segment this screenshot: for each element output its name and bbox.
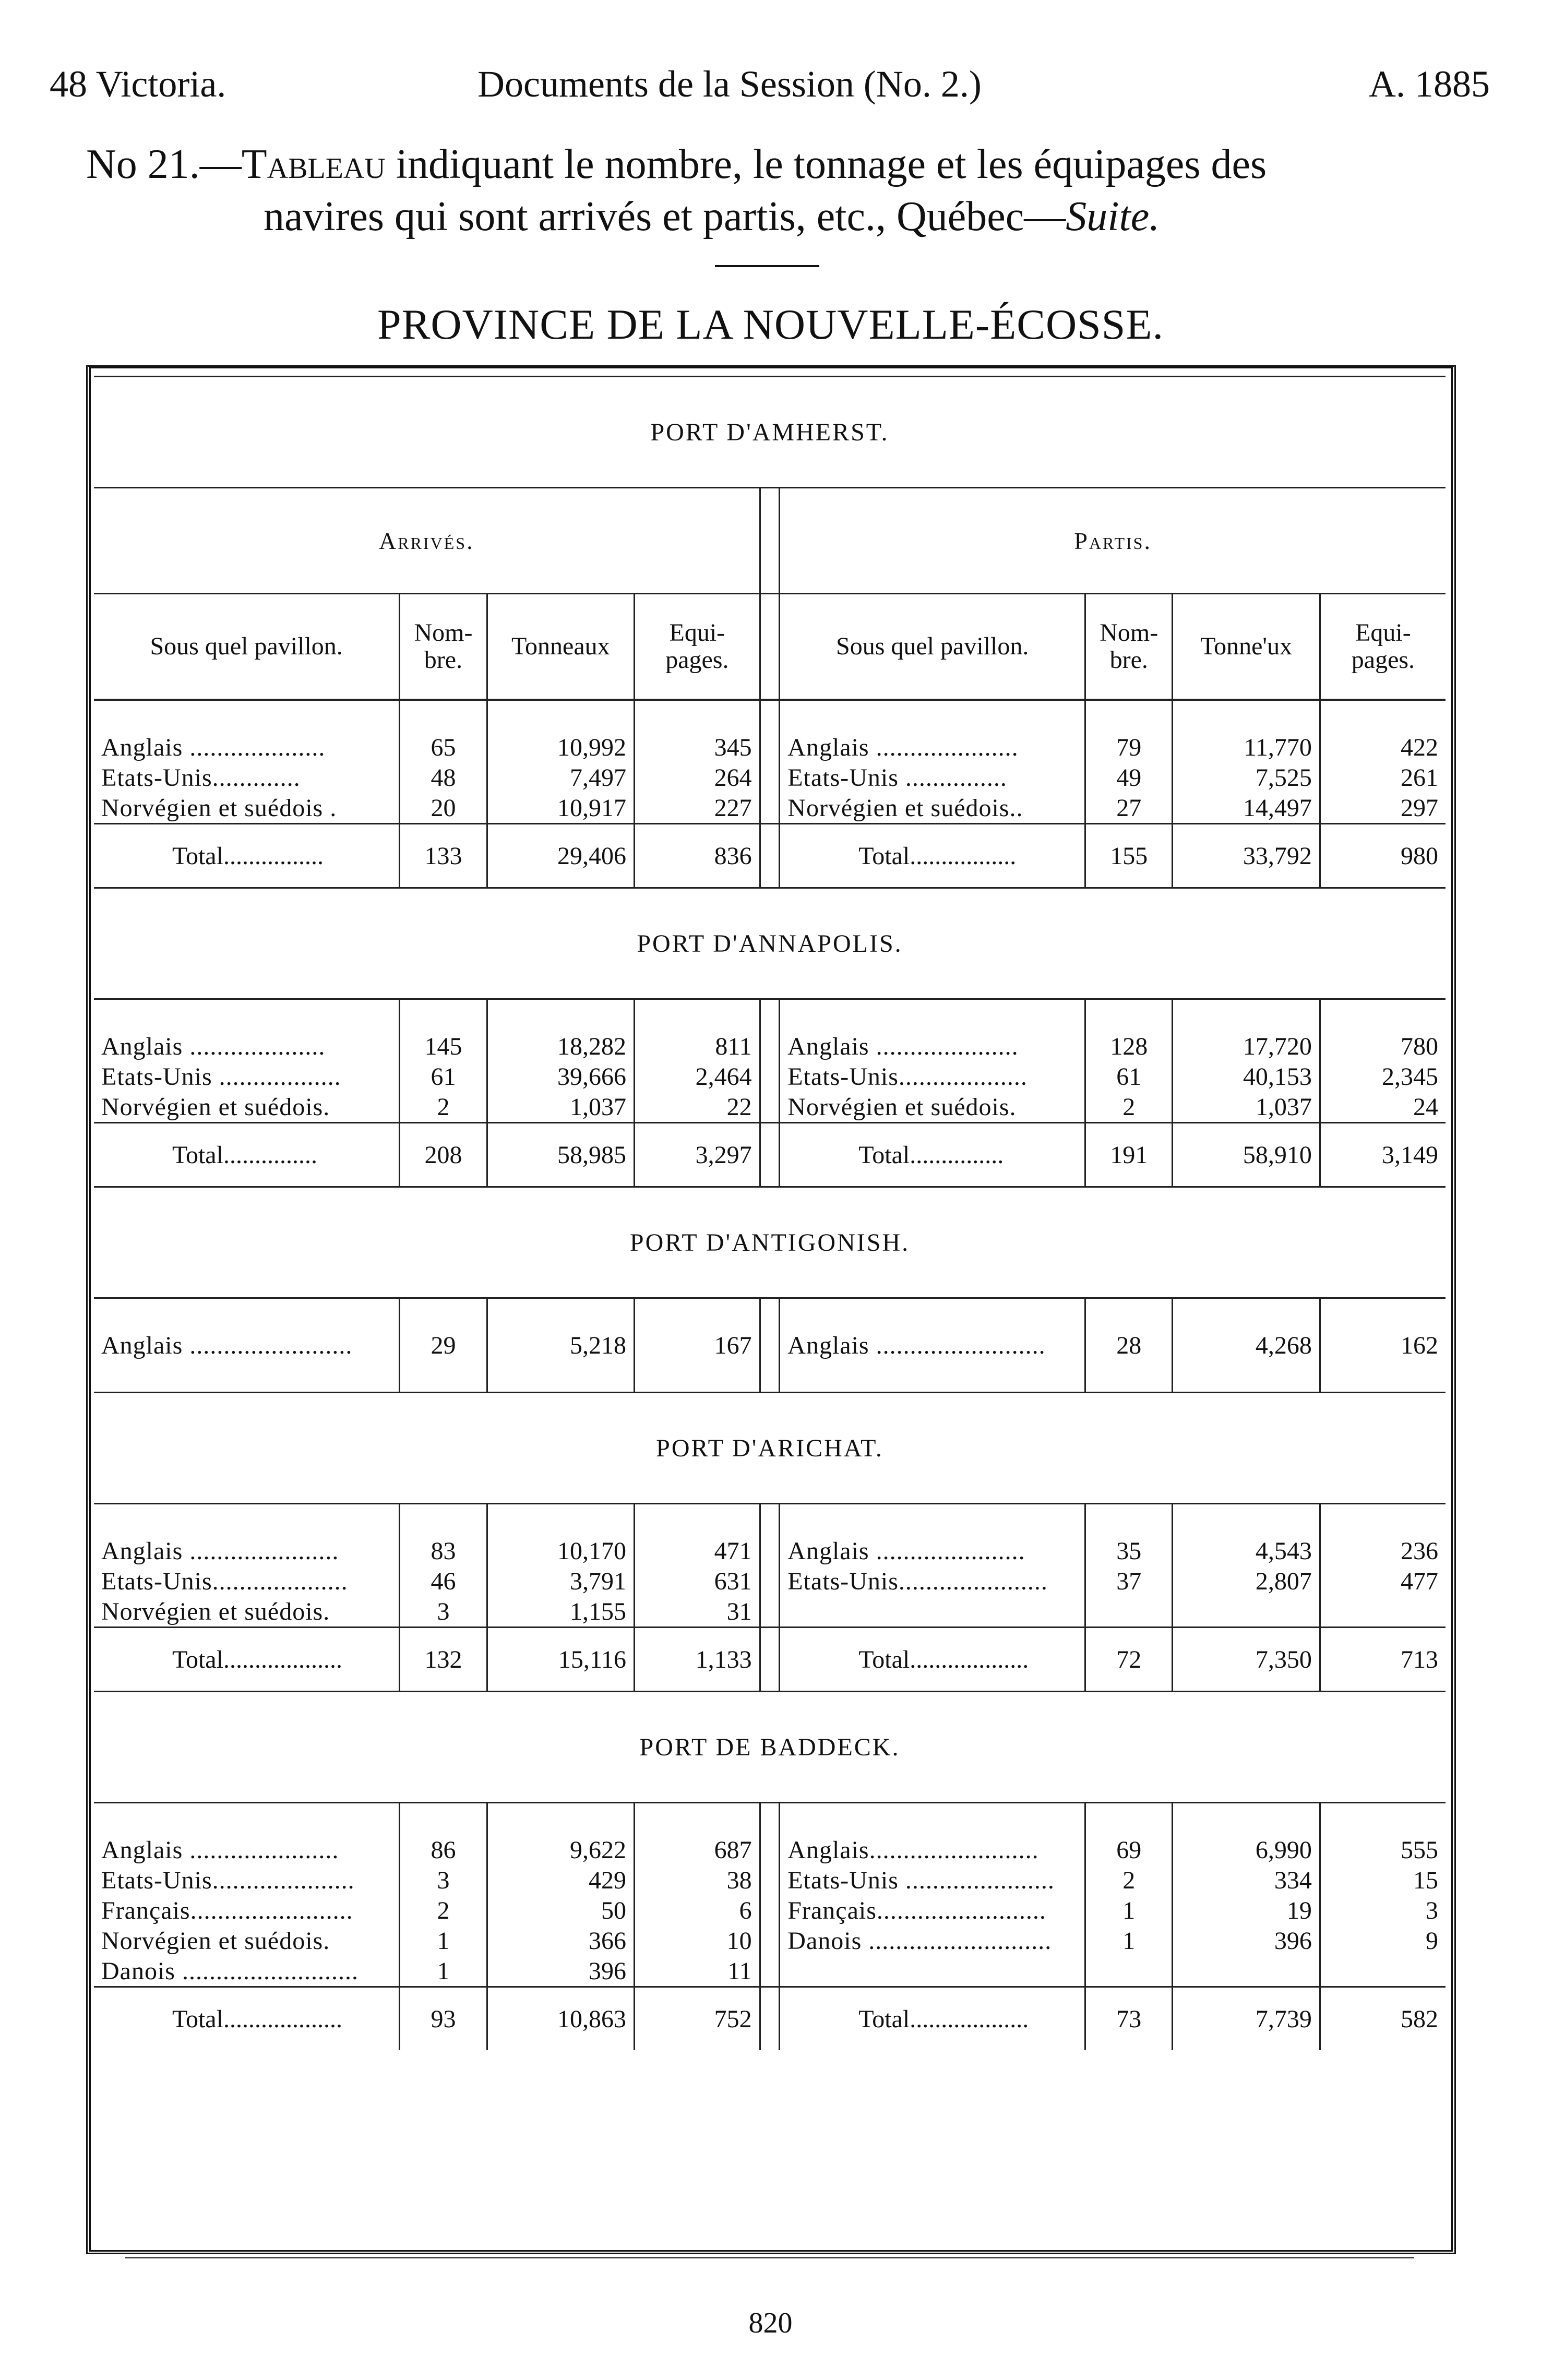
partis-equipages <box>1320 1956 1446 1987</box>
arrives-nombre: 83 <box>400 1536 487 1566</box>
table-row <box>94 1596 1446 1628</box>
double-separator <box>760 1803 780 1835</box>
partis-pavillon: Etats-Unis................... <box>787 1062 1028 1091</box>
arrives-total-nombre: 133 <box>400 824 487 888</box>
partis-pavillon: Etats-Unis ............... <box>787 763 1007 792</box>
section-heading-row <box>94 488 1446 594</box>
partis-total-equipages: 3,149 <box>1320 1123 1446 1187</box>
arrives-equipages: 167 <box>635 1330 760 1360</box>
table-row <box>94 1061 1446 1092</box>
col-header-pavillon: Sous quel pavillon. <box>94 594 400 700</box>
arrives-nombre: 86 <box>400 1835 487 1865</box>
partis-tonneaux: 19 <box>1173 1895 1320 1925</box>
spacer-row <box>94 999 1446 1032</box>
partis-total-nombre: 191 <box>1085 1123 1173 1187</box>
spacer-cell <box>1085 700 1173 732</box>
spacer-cell <box>1173 1360 1320 1393</box>
arrives-tonneaux: 7,497 <box>487 762 634 793</box>
arrives-total-label: Total............... <box>94 1123 400 1187</box>
spacer-cell <box>487 1298 634 1331</box>
arrives-equipages: 631 <box>635 1566 760 1596</box>
arrives-tonneaux: 396 <box>487 1956 634 1987</box>
double-separator <box>760 732 780 762</box>
table-row <box>94 793 1446 824</box>
port-name: PORT D'ARICHAT. <box>94 1393 1446 1504</box>
spacer-cell <box>94 1803 400 1835</box>
arrives-pavillon: Norvégien et suédois. <box>101 1597 330 1625</box>
partis-equipages: 24 <box>1320 1092 1446 1123</box>
arrives-pavillon: Français........................ <box>101 1896 353 1924</box>
arrives-equipages: 11 <box>635 1956 760 1987</box>
col-header-equipages <box>635 594 760 700</box>
spacer-cell <box>1320 1360 1446 1393</box>
port-heading-row <box>94 377 1446 488</box>
double-separator <box>760 1061 780 1092</box>
arrives-equipages: 10 <box>635 1925 760 1956</box>
arrives-pavillon: Norvégien et suédois. <box>101 1927 330 1955</box>
spacer-cell <box>400 1298 487 1331</box>
double-separator <box>760 488 780 594</box>
arrives-nombre: 2 <box>400 1092 487 1123</box>
partis-total-tonneaux: 7,350 <box>1173 1628 1320 1692</box>
spacer-cell <box>487 1360 634 1393</box>
double-separator <box>760 762 780 793</box>
partis-nombre: 37 <box>1085 1566 1173 1596</box>
arrives-equipages: 471 <box>635 1536 760 1566</box>
double-separator <box>760 1504 780 1536</box>
table-row <box>94 1865 1446 1895</box>
port-name: PORT D'AMHERST. <box>94 377 1446 488</box>
spacer-cell <box>1173 1803 1320 1835</box>
table-row <box>94 1031 1446 1061</box>
spacer-row <box>94 700 1446 732</box>
spacer-cell <box>1085 1298 1173 1331</box>
spacer-cell <box>1085 1360 1173 1393</box>
double-separator <box>760 1628 780 1692</box>
page-header <box>50 63 1490 110</box>
partis-nombre: 61 <box>1085 1061 1173 1092</box>
arrives-nombre: 46 <box>400 1566 487 1596</box>
table-row <box>94 1956 1446 1987</box>
arrives-total-tonneaux: 10,863 <box>487 1987 634 2051</box>
col-header-equipages-line2: pages. <box>665 646 729 674</box>
arrives-nombre: 20 <box>400 793 487 824</box>
spacer-cell <box>635 1803 760 1835</box>
partis-pavillon: Danois ........................... <box>787 1927 1052 1955</box>
arrives-nombre: 3 <box>400 1596 487 1628</box>
section-arrives: Arrivés. <box>94 488 760 594</box>
arrives-equipages: 2,464 <box>635 1061 760 1092</box>
title-number: No 21.— <box>86 141 242 187</box>
partis-equipages: 15 <box>1320 1865 1446 1895</box>
total-row <box>94 824 1446 888</box>
arrives-equipages: 227 <box>635 793 760 824</box>
col-header-nombre <box>1085 594 1173 700</box>
partis-total-label: Total................. <box>780 824 1085 888</box>
double-separator <box>760 1865 780 1895</box>
total-row <box>94 1987 1446 2051</box>
port-heading-row <box>94 888 1446 999</box>
arrives-pavillon: Anglais ...................... <box>101 1836 339 1864</box>
double-separator <box>760 1956 780 1987</box>
arrives-total-tonneaux: 15,116 <box>487 1628 634 1692</box>
partis-tonneaux: 7,525 <box>1173 762 1320 793</box>
double-separator <box>760 793 780 824</box>
partis-nombre: 1 <box>1085 1925 1173 1956</box>
arrives-equipages: 687 <box>635 1835 760 1865</box>
col-header-tonneaux: Tonne'ux <box>1173 594 1320 700</box>
spacer-cell <box>1173 700 1320 732</box>
arrives-pavillon: Etats-Unis..................... <box>101 1866 355 1894</box>
spacer-cell <box>780 1360 1085 1393</box>
arrives-equipages: 811 <box>635 1031 760 1061</box>
double-separator <box>760 1835 780 1865</box>
partis-equipages: 236 <box>1320 1536 1446 1566</box>
partis-total-equipages: 582 <box>1320 1987 1446 2051</box>
arrives-total-nombre: 208 <box>400 1123 487 1187</box>
arrives-total-equipages: 752 <box>635 1987 760 2051</box>
partis-nombre: 49 <box>1085 762 1173 793</box>
arrives-nombre: 3 <box>400 1865 487 1895</box>
partis-pavillon: Anglais ..................... <box>787 1032 1019 1060</box>
section-partis: Partis. <box>780 488 1446 594</box>
partis-nombre <box>1085 1596 1173 1628</box>
spacer-cell <box>1173 1504 1320 1536</box>
arrives-equipages: 22 <box>635 1092 760 1123</box>
col-header-nombre-line2: bre. <box>1109 646 1148 674</box>
partis-total-equipages: 713 <box>1320 1628 1446 1692</box>
title-label: Tableau <box>241 141 386 187</box>
arrives-equipages: 38 <box>635 1865 760 1895</box>
total-row <box>94 1628 1446 1692</box>
arrives-nombre: 145 <box>400 1031 487 1061</box>
port-name: PORT DE BADDECK. <box>94 1692 1446 1803</box>
double-separator <box>760 700 780 732</box>
spacer-cell <box>635 700 760 732</box>
col-header-nombre-line1: Nom- <box>414 619 473 647</box>
arrives-tonneaux: 5,218 <box>487 1330 634 1360</box>
partis-nombre: 128 <box>1085 1031 1173 1061</box>
spacer-cell <box>400 1360 487 1393</box>
spacer-cell <box>1085 1504 1173 1536</box>
double-separator <box>760 1092 780 1123</box>
double-separator <box>760 1536 780 1566</box>
arrives-tonneaux: 429 <box>487 1865 634 1895</box>
port-heading-row <box>94 1692 1446 1803</box>
arrives-nombre: 2 <box>400 1895 487 1925</box>
arrives-total-nombre: 132 <box>400 1628 487 1692</box>
partis-nombre: 27 <box>1085 793 1173 824</box>
table-row <box>94 762 1446 793</box>
partis-nombre: 28 <box>1085 1330 1173 1360</box>
partis-total-equipages: 980 <box>1320 824 1446 888</box>
title-rule <box>715 265 819 267</box>
col-header-nombre-line1: Nom- <box>1100 619 1158 647</box>
table-row <box>94 1536 1446 1566</box>
partis-tonneaux: 4,543 <box>1173 1536 1320 1566</box>
arrives-nombre: 61 <box>400 1061 487 1092</box>
arrives-nombre: 65 <box>400 732 487 762</box>
spacer-cell <box>487 999 634 1032</box>
spacer-cell <box>487 1803 634 1835</box>
arrives-pavillon: Anglais ........................ <box>101 1331 353 1359</box>
total-row <box>94 1123 1446 1187</box>
arrives-nombre: 29 <box>400 1330 487 1360</box>
partis-nombre: 2 <box>1085 1092 1173 1123</box>
partis-equipages: 162 <box>1320 1330 1446 1360</box>
partis-pavillon: Etats-Unis...................... <box>787 1567 1048 1595</box>
arrives-total-tonneaux: 58,985 <box>487 1123 634 1187</box>
spacer-row <box>94 1803 1446 1835</box>
partis-pavillon <box>780 1596 1085 1628</box>
partis-tonneaux: 396 <box>1173 1925 1320 1956</box>
table-row <box>94 1092 1446 1123</box>
partis-total-nombre: 155 <box>1085 824 1173 888</box>
col-header-nombre <box>400 594 487 700</box>
spacer-cell <box>1173 999 1320 1032</box>
spacer-cell <box>1320 1504 1446 1536</box>
spacer-cell <box>780 700 1085 732</box>
spacer-cell <box>1320 1298 1446 1331</box>
spacer-cell <box>94 1360 400 1393</box>
double-separator <box>760 1330 780 1360</box>
partis-equipages: 9 <box>1320 1925 1446 1956</box>
arrives-nombre: 48 <box>400 762 487 793</box>
spacer-cell <box>1085 1803 1173 1835</box>
table-row <box>94 1895 1446 1925</box>
partis-pavillon: Norvégien et suédois.. <box>787 794 1023 822</box>
footer-rule <box>125 2257 1414 2258</box>
partis-tonneaux: 1,037 <box>1173 1092 1320 1123</box>
spacer-cell <box>1173 1298 1320 1331</box>
partis-nombre: 79 <box>1085 732 1173 762</box>
column-header-row <box>94 594 1446 700</box>
partis-equipages: 477 <box>1320 1566 1446 1596</box>
province-heading: PROVINCE DE LA NOUVELLE-ÉCOSSE. <box>377 301 1164 348</box>
header-session: 48 Victoria. <box>50 63 226 105</box>
arrives-equipages: 31 <box>635 1596 760 1628</box>
partis-pavillon: Français......................... <box>787 1896 1046 1924</box>
partis-nombre: 35 <box>1085 1536 1173 1566</box>
arrives-total-label: Total................ <box>94 824 400 888</box>
partis-pavillon: Anglais ...................... <box>787 1537 1025 1565</box>
arrives-total-label: Total................... <box>94 1628 400 1692</box>
title-suite: Suite. <box>1066 194 1160 240</box>
partis-pavillon: Anglais......................... <box>787 1836 1039 1864</box>
partis-pavillon <box>780 1956 1085 1987</box>
partis-tonneaux: 4,268 <box>1173 1330 1320 1360</box>
port-name: PORT D'ANNAPOLIS. <box>94 888 1446 999</box>
spacer-cell <box>400 700 487 732</box>
spacer-row <box>94 1504 1446 1536</box>
table-row <box>94 1835 1446 1865</box>
partis-total-tonneaux: 7,739 <box>1173 1987 1320 2051</box>
partis-tonneaux: 14,497 <box>1173 793 1320 824</box>
partis-equipages: 780 <box>1320 1031 1446 1061</box>
header-documents: Documents de la Session (No. 2.) <box>477 63 982 105</box>
partis-tonneaux: 11,770 <box>1173 732 1320 762</box>
col-header-equipages <box>1320 594 1446 700</box>
col-header-pavillon: Sous quel pavillon. <box>780 594 1085 700</box>
arrives-pavillon: Etats-Unis............. <box>101 763 301 792</box>
double-separator <box>760 824 780 888</box>
port-name: PORT D'ANTIGONISH. <box>94 1187 1446 1298</box>
spacer-cell <box>1320 1803 1446 1835</box>
double-separator <box>760 1360 780 1393</box>
double-separator <box>760 1895 780 1925</box>
partis-tonneaux: 334 <box>1173 1865 1320 1895</box>
arrives-total-nombre: 93 <box>400 1987 487 2051</box>
arrives-total-equipages: 3,297 <box>635 1123 760 1187</box>
partis-total-nombre: 73 <box>1085 1987 1173 2051</box>
partis-equipages: 297 <box>1320 793 1446 824</box>
arrives-total-label: Total................... <box>94 1987 400 2051</box>
arrives-total-tonneaux: 29,406 <box>487 824 634 888</box>
double-separator <box>760 594 780 700</box>
spacer-cell <box>487 700 634 732</box>
partis-nombre: 69 <box>1085 1835 1173 1865</box>
spacer-row <box>94 1298 1446 1331</box>
partis-pavillon: Anglais ..................... <box>787 733 1019 761</box>
double-separator <box>760 1987 780 2051</box>
double-separator <box>760 1031 780 1061</box>
partis-total-label: Total................... <box>780 1628 1085 1692</box>
spacer-cell <box>635 1504 760 1536</box>
partis-tonneaux: 6,990 <box>1173 1835 1320 1865</box>
spacer-cell <box>635 1360 760 1393</box>
partis-equipages: 2,345 <box>1320 1061 1446 1092</box>
spacer-cell <box>635 1298 760 1331</box>
col-header-equipages-line1: Equi- <box>669 619 725 647</box>
partis-tonneaux: 40,153 <box>1173 1061 1320 1092</box>
partis-equipages <box>1320 1596 1446 1628</box>
partis-tonneaux <box>1173 1596 1320 1628</box>
col-header-equipages-line2: pages. <box>1351 646 1415 674</box>
port-heading-row <box>94 1187 1446 1298</box>
spacer-cell <box>780 999 1085 1032</box>
arrives-pavillon: Etats-Unis .................. <box>101 1062 341 1091</box>
arrives-total-equipages: 1,133 <box>635 1628 760 1692</box>
arrives-equipages: 264 <box>635 762 760 793</box>
arrives-tonneaux: 10,170 <box>487 1536 634 1566</box>
partis-total-tonneaux: 58,910 <box>1173 1123 1320 1187</box>
spacer-cell <box>400 1803 487 1835</box>
col-header-equipages-line1: Equi- <box>1355 619 1411 647</box>
col-header-tonneaux: Tonneaux <box>487 594 634 700</box>
partis-tonneaux: 17,720 <box>1173 1031 1320 1061</box>
partis-pavillon: Anglais ......................... <box>787 1331 1046 1359</box>
spacer-cell <box>94 1298 400 1331</box>
arrives-nombre: 1 <box>400 1925 487 1956</box>
arrives-pavillon: Anglais .................... <box>101 1032 326 1060</box>
partis-pavillon: Etats-Unis ...................... <box>787 1866 1055 1894</box>
arrives-tonneaux: 10,917 <box>487 793 634 824</box>
table-row <box>94 1330 1446 1360</box>
spacer-cell <box>400 1504 487 1536</box>
partis-nombre <box>1085 1956 1173 1987</box>
table-row <box>94 732 1446 762</box>
col-header-nombre-line2: bre. <box>424 646 463 674</box>
partis-total-tonneaux: 33,792 <box>1173 824 1320 888</box>
table-body <box>94 377 1446 2051</box>
arrives-pavillon: Danois .......................... <box>101 1957 359 1985</box>
double-separator <box>760 1925 780 1956</box>
partis-equipages: 555 <box>1320 1835 1446 1865</box>
partis-pavillon: Norvégien et suédois. <box>787 1093 1017 1121</box>
spacer-cell <box>635 999 760 1032</box>
table-title <box>86 138 1495 243</box>
spacer-cell <box>94 700 400 732</box>
arrives-pavillon: Norvégien et suédois. <box>101 1093 330 1121</box>
spacer-cell <box>780 1298 1085 1331</box>
double-separator <box>760 1596 780 1628</box>
arrives-tonneaux: 39,666 <box>487 1061 634 1092</box>
double-separator <box>760 999 780 1032</box>
spacer-cell <box>94 999 400 1032</box>
spacer-cell <box>1320 999 1446 1032</box>
spacer-cell <box>94 1504 400 1536</box>
page-number: 820 <box>748 2307 793 2339</box>
arrives-tonneaux: 10,992 <box>487 732 634 762</box>
arrives-equipages: 345 <box>635 732 760 762</box>
arrives-tonneaux: 9,622 <box>487 1835 634 1865</box>
double-separator <box>760 1566 780 1596</box>
arrives-tonneaux: 3,791 <box>487 1566 634 1596</box>
partis-tonneaux <box>1173 1956 1320 1987</box>
port-heading-row <box>94 1393 1446 1504</box>
partis-equipages: 261 <box>1320 762 1446 793</box>
arrives-tonneaux: 1,155 <box>487 1596 634 1628</box>
partis-nombre: 1 <box>1085 1895 1173 1925</box>
partis-total-label: Total................... <box>780 1987 1085 2051</box>
arrives-nombre: 1 <box>400 1956 487 1987</box>
double-separator <box>760 1298 780 1331</box>
arrives-tonneaux: 1,037 <box>487 1092 634 1123</box>
arrives-pavillon: Anglais .................... <box>101 733 326 761</box>
partis-total-nombre: 72 <box>1085 1628 1173 1692</box>
spacer-cell <box>780 1504 1085 1536</box>
spacer-cell <box>1085 999 1173 1032</box>
arrives-equipages: 6 <box>635 1895 760 1925</box>
partis-total-label: Total............... <box>780 1123 1085 1187</box>
partis-tonneaux: 2,807 <box>1173 1566 1320 1596</box>
arrives-tonneaux: 18,282 <box>487 1031 634 1061</box>
title-line1: indiquant le nombre, le tonnage et les équipages des <box>385 141 1267 187</box>
spacer-cell <box>487 1504 634 1536</box>
partis-nombre: 2 <box>1085 1865 1173 1895</box>
partis-equipages: 422 <box>1320 732 1446 762</box>
spacer-cell <box>780 1803 1085 1835</box>
arrives-tonneaux: 366 <box>487 1925 634 1956</box>
shipping-table <box>94 376 1446 2050</box>
partis-equipages: 3 <box>1320 1895 1446 1925</box>
title-line2: navires qui sont arrivés et partis, etc., Québec— <box>264 194 1066 240</box>
spacer-cell <box>400 999 487 1032</box>
spacer-row <box>94 1360 1446 1393</box>
table-row <box>94 1566 1446 1596</box>
table-row <box>94 1925 1446 1956</box>
double-separator <box>760 1123 780 1187</box>
header-year: A. 1885 <box>1369 63 1490 105</box>
arrives-tonneaux: 50 <box>487 1895 634 1925</box>
arrives-pavillon: Norvégien et suédois . <box>101 794 337 822</box>
arrives-total-equipages: 836 <box>635 824 760 888</box>
arrives-pavillon: Etats-Unis.................... <box>101 1567 348 1595</box>
arrives-pavillon: Anglais ...................... <box>101 1537 339 1565</box>
spacer-cell <box>1320 700 1446 732</box>
